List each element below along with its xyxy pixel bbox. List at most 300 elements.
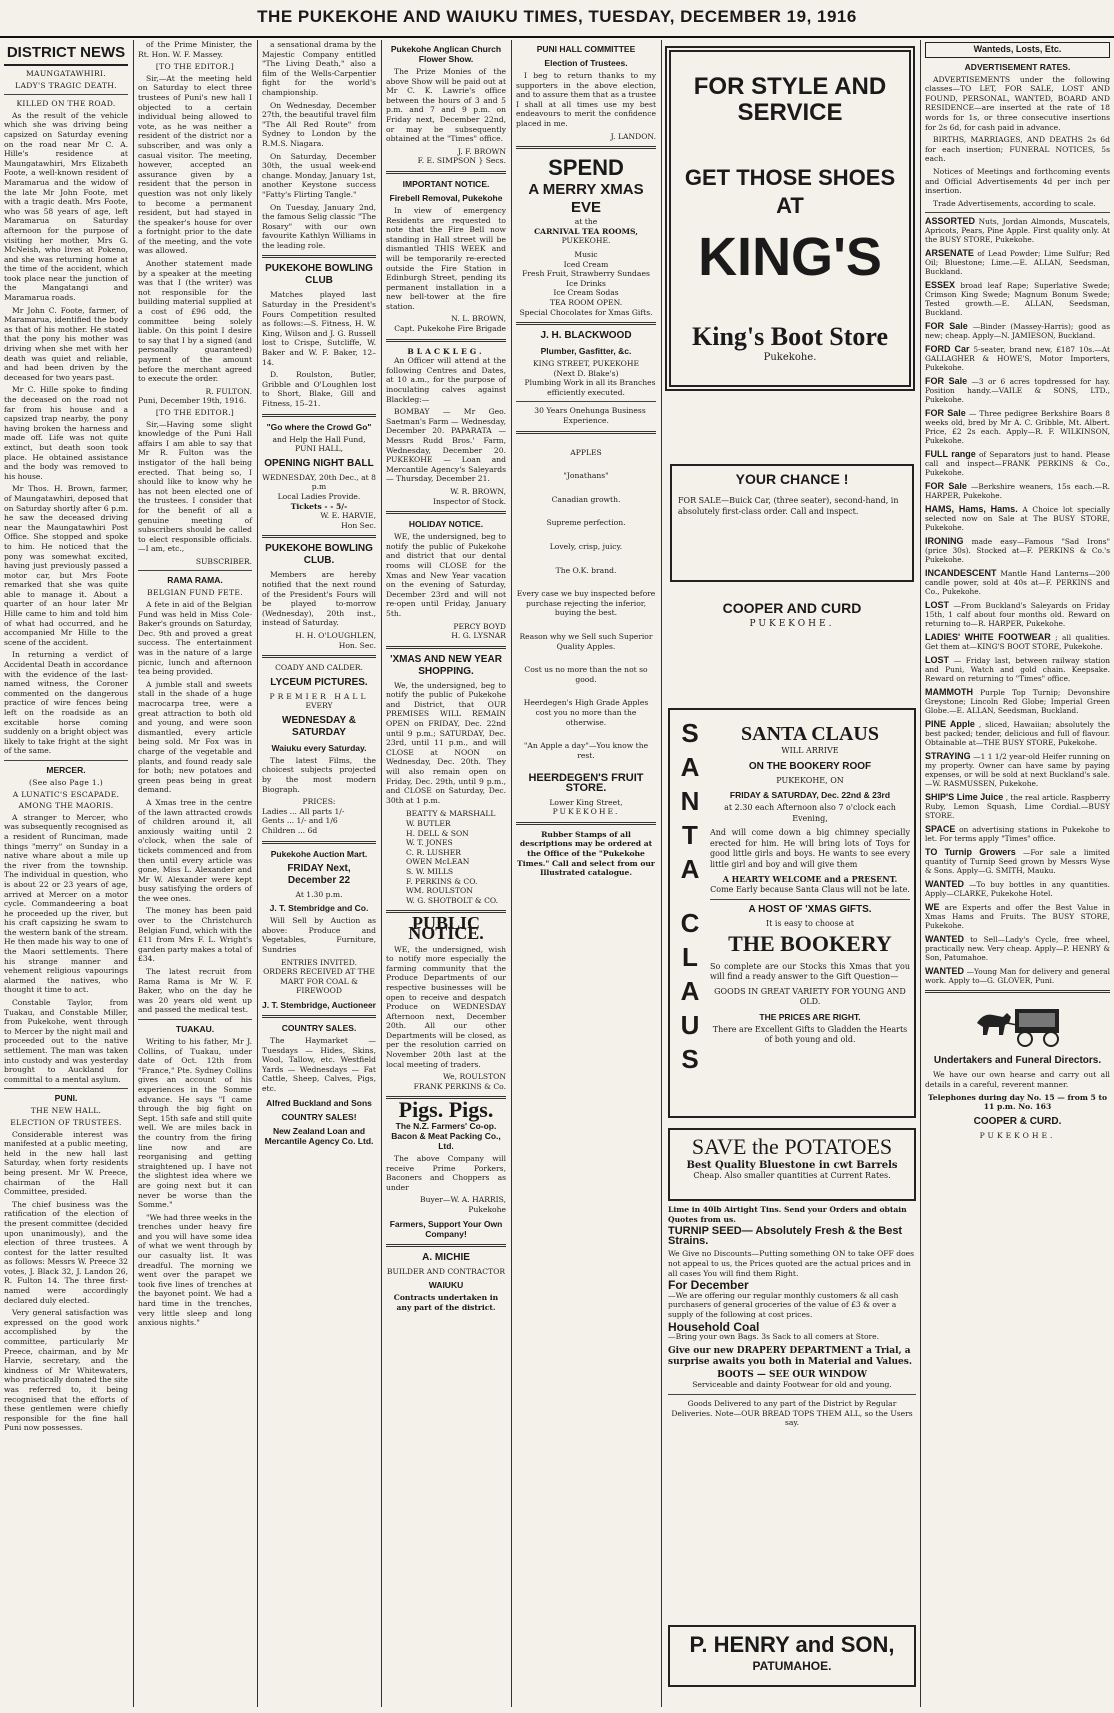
article-paragraph: The chief business was the ratification of the election of the present committee (decided upon unanimously), and the election of three trustees. A contest for the latter resulted as follows: Messrs W. Preece 32 votes, J. Black 32, J. Landon 26, R. Fulton 14. The three first-named were accordingly declared duly elected. <box>4 1199 128 1305</box>
ad-line: and Help the Hall Fund, <box>272 434 366 444</box>
ad-heading: A HOST OF 'XMAS GIFTS. <box>748 904 872 915</box>
price-row: Gents ... 1/- and 1/6 <box>262 816 338 826</box>
ad-heading: Undertakers and Funeral Directors. <box>933 1055 1102 1067</box>
article-paragraph: of the Prime Minister, the Rt. Hon. W. F. Massey. <box>138 40 252 59</box>
menu-item: Ice Cream Sodas <box>553 288 619 298</box>
letter: L <box>682 942 698 972</box>
article-paragraph: Sir,—At the meeting held on Saturday to elect three trustees of Puni's new hall I objected to a certain individual being allowed to vote, as he was neither a resident of the district nor a subscriber, and was only a casual visitor. The meeting, however, accepted an assurance given by a resident that the person in question was not only likely to become a permanent resident, but had stayed in the speaker's house for over a fortnight prior to the date of the meeting, and the vote was allowed. <box>138 73 252 256</box>
ad-line: Best Quality Bluestone in cwt Barrels <box>686 1160 898 1171</box>
ad-heading: 'XMAS AND NEW YEAR SHOPPING. <box>390 653 502 677</box>
ad-line: Tickets - - 5/- <box>290 501 348 511</box>
ad-line: ENTRIES INVITED. <box>280 957 358 967</box>
santa-letters <box>676 716 704 1076</box>
divider <box>138 570 252 571</box>
apples-line: Heerdegen's High Grade Apples cost you no more than the otherwise. <box>523 698 649 727</box>
ad-text: D. Roulston, Butler, Gribble and O'Loughlen lost to Short, Blake, Gill and Fitness, 15–21. <box>262 370 376 408</box>
article-paragraph: On Tuesday, January 2nd, the famous Selig classic "The Rosary" with our own favourite Kathlyn Williams in the leading role. <box>262 202 376 250</box>
column-classifieds <box>921 40 1114 1707</box>
ad-text: Matches played last Saturday in the President's Fours Competition resulted as follows:—S. Fitness, H. W. King, Wilson and J. G. Russell lost to Crispe, Sutcliffe, W. Baker and W. F. Baker, 12–14. <box>262 290 376 367</box>
classified-ad-text: —Binder (Massey-Harris); good as new; cheap. Apply—N. JAMIESON, Buckland. <box>925 322 1110 341</box>
section-heading: TUAKAU. <box>175 1024 215 1034</box>
apples-line: APPLES <box>570 447 602 457</box>
column-notices-b <box>382 40 510 1707</box>
fruit-store-heading: HEERDEGEN'S FRUIT STORE. <box>528 772 644 794</box>
ad-line: at the <box>574 217 598 227</box>
classified-ad-heading: WANTED <box>925 934 964 945</box>
ad-line: PRICES: <box>302 797 336 807</box>
classified-ad-text: A Choice lot specially selected now on Sale at The BUSY STORE, Pukekohe. <box>925 505 1111 533</box>
ad-heading: The N.Z. Farmers' Co-op. Bacon & Meat Packing Co., Ltd. <box>391 1121 501 1152</box>
ad-line: EVERY <box>305 701 333 711</box>
apples-line: Reason why we Sell such Superior Quality Apples. <box>519 632 653 651</box>
divider <box>262 414 376 417</box>
trader-name: OWEN McLEAN <box>406 857 470 867</box>
divider <box>516 322 656 325</box>
section-heading: MERCER. <box>46 764 86 775</box>
classified-ad <box>925 903 1110 930</box>
ad-line: Lower King Street, <box>549 797 623 807</box>
classified-ad-heading: SPACE <box>925 824 956 835</box>
ad-text: Plumbing Work in all its Branches efficiently executed. <box>524 378 656 397</box>
ad-heading: SAVE the POTATOES <box>691 1134 893 1159</box>
apples-line: Canadian growth. <box>551 494 621 504</box>
classified-ad-heading: FOR Sale <box>925 376 968 387</box>
classified-ad-text: —3 or 6 acres topdressed for hay. Position handy.—VAILE & SONS, LTD., Pukekohe. <box>925 377 1110 405</box>
ad-text: I beg to return thanks to my supporters in the above election, and to assure them that as a trustee I shall at all times use my best endeavours to merit the confidence placed in me. <box>516 71 656 128</box>
ad-heading: SANTA CLAUS <box>741 723 879 745</box>
classified-ad <box>925 633 1110 651</box>
ad-text: And will come down a big chimney specially erected for him. He will bring lots of Toys for good little girls and boys. He wants to see every little girl and boy and will give them <box>710 828 910 869</box>
letter: A <box>680 976 700 1006</box>
subhead: KILLED ON THE ROAD. <box>16 99 116 109</box>
cooper-curd-ad <box>670 590 914 690</box>
ad-heading: BLACKLEG. <box>407 346 485 356</box>
article-paragraph: The money has been paid over to the Christchurch Belgian Fund, which with the £11 from Mrs F. L. Wright's garden party makes a total of £34. <box>138 906 252 964</box>
column-rule <box>661 40 662 1707</box>
menu-item: Special Chocolates for Xmas Gifts. <box>519 307 653 317</box>
trader-list <box>406 809 506 905</box>
classified-ad-text: on advertising stations in Pukekohe to let. For terms apply "Times" office. <box>925 825 1110 844</box>
divider <box>668 1394 916 1395</box>
ad-heading: Household Coal <box>668 1319 760 1334</box>
apples-line: Every case we buy inspected before purchase rejecting the inferior, buying the best. <box>516 589 656 618</box>
ad-text: —We are offering our regular monthly customers & all cash purchasers of general groceries of the value of £3 & over a supply of the following at cost prices. <box>668 1290 899 1319</box>
signature: FRANK PERKINS & Co. <box>413 1081 506 1091</box>
ad-line: COADY AND CALDER. <box>275 663 363 673</box>
subhead: LADY'S TRAGIC DEATH. <box>15 80 117 90</box>
divider <box>262 255 376 258</box>
santa-body <box>710 716 910 1046</box>
classifieds-heading: Wanteds, Losts, Etc. <box>925 42 1110 58</box>
article-paragraph: As the result of the vehicle which she was driving being capsized on Saturday evening on the road near Mr C. A. Hille's residence at Maungatawhiri, Mrs Elizabeth Foote, a well-known resident of Maramarua and the widow of the late Mr John Foote, met with a tragic death. Mrs Foote, who was 58 years of age, left Maramarua on Saturday afternoon for the purpose of visiting her mother, Mrs G. McNeish, who lives at Pokeno, and she was returning home at the time of the accident, which took place near the junction of the Mangatangi and Maramarua roads. <box>4 110 128 303</box>
signature: Capt. Pukekohe Fire Brigade <box>394 324 506 334</box>
apples-line: "Jonathans" <box>563 471 609 481</box>
subhead: BELGIAN FUND FETE. <box>147 588 243 598</box>
trader-name: WM. ROULSTON <box>406 886 473 896</box>
ad-text: We, the undersigned, beg to notify the public of Pukekohe and District, that OUR PREMISES WILL REMAIN OPEN on FRIDAY, Dec. 22nd until 9 p.m.; SATURDAY, Dec. 23rd, until 11 p.m., and will CLOSE at NOON on Wednesday, Dec. 20th. They will also remain open on Friday, Dec. 29th, until 9 p.m., and CLOSE on Saturday, Dec. 30th at 1 p.m. <box>386 680 506 805</box>
signature: H. H. O'LOUGHLEN, <box>295 630 376 640</box>
divider <box>386 646 506 649</box>
article-paragraph: Mr Thos. H. Brown, farmer, of Maungatawhiri, deposed that on Saturday shortly after 6 p.m. he saw the deceased driving near the Maungatawhiri Post Office. She stopped and spoke to him. He noticed that the pony was somewhat excited, having just previously passed a motor car, but Mrs Foote remarked that she was quite able to manage it. About a quarter of an hour later Mr Hille came to him and told him of what had occurred, and he accompanied Mr Hille to the scene of the accident. <box>4 484 128 647</box>
ad-line: PUKEKOHE. <box>552 807 620 817</box>
signature: We, ROULSTON <box>442 1072 506 1082</box>
ad-line: WILL ARRIVE <box>781 746 839 755</box>
ad-heading: Firebell Removal, Pukekohe <box>389 192 503 203</box>
classified-ad-heading: LOST <box>925 600 949 611</box>
ad-line: Contracts undertaken in any part of the district. <box>393 1293 499 1312</box>
classified-ad <box>925 880 1110 898</box>
ad-heading: COUNTRY SALES. <box>281 1022 357 1033</box>
classified-ad-text: 5-seater, brand new, £187 10s.—At GALLAGHER & HOWE'S, Motor Importers, Pukekohe. <box>925 345 1110 373</box>
ad-heading: P. HENRY and SON, <box>689 1632 895 1657</box>
subhead: THE NEW HALL. <box>30 1106 102 1116</box>
signature: SUBSCRIBER. <box>195 556 252 566</box>
ad-heading: PUNI HALL COMMITTEE <box>536 44 636 54</box>
ad-heading: COOPER & CURD. <box>973 1115 1062 1127</box>
spend-heading: SPEND <box>548 155 624 181</box>
apples-line: The O.K. brand. <box>555 565 617 575</box>
ad-line: PATUMAHOE. <box>752 1659 832 1673</box>
price-row: Ladies ... All parts 1/- <box>262 806 345 816</box>
ad-text: So complete are our Stocks this Xmas that you will find a ready answer to the Gift Question— <box>710 961 910 981</box>
article-paragraph: On Saturday, December 30th, the usual week-end change. Monday, January 1st, another Keystone success "Fatty's Flirting Tangle." <box>262 151 376 199</box>
ad-heading: Pigs. Pigs. <box>398 1097 494 1123</box>
section-heading: PUNI. <box>54 1093 78 1104</box>
trader-name: W. G. SHOTBOLT & CO. <box>406 895 499 905</box>
article-paragraph: In returning a verdict of Accidental Death in accordance with the evidence of the last-named witness, the Coroner commented on the dangerous practice of wire fences being left on the roadside as an excitable horse coming suddenly on a bright object was likely to take fright at the sight of the same. <box>4 650 128 756</box>
p-henry-son-ad <box>668 1625 916 1687</box>
ad-heading: PUKEKOHE BOWLING CLUB <box>265 263 373 287</box>
classified-ad <box>925 720 1110 747</box>
classified-ad-text: —Young Man for delivery and general work. Apply to—G. GLOVER, Puni. <box>925 967 1110 986</box>
ad-heading: Pukekohe Auction Mart. <box>270 848 368 859</box>
letter: S <box>681 718 699 748</box>
classified-ad <box>925 935 1110 962</box>
divider <box>4 1088 128 1089</box>
classified-ad <box>925 450 1110 477</box>
signature: Buyer—W. A. HARRIS, <box>420 1195 506 1205</box>
article-paragraph: Mr C. Hille spoke to finding the deceased on the road not far from his house and a capsized trap nearby, the pony having broken the harness and made off. Life was not quite extinct, but death soon took place. He obtained assistance and the body was removed to his house. <box>4 385 128 481</box>
ad-text: BIRTHS, MARRIAGES, AND DEATHS 2s 6d for each insertion; FUNERAL NOTICES, 5s each. <box>925 135 1110 164</box>
article-paragraph: The latest recruit from Rama Rama is Mr W. F. Baker, who on the day he was 20 years old went up and passed the medical test. <box>138 967 252 1015</box>
divider <box>262 1015 376 1018</box>
trader-name: S. W. MILLS <box>406 866 454 876</box>
classified-ad-text: Nuts, Jordan Almonds, Muscatels, Apricots, Pears, Pine Apple. First quality only. At the BUSY STORE, Pukekohe. <box>925 217 1110 245</box>
classified-ad-text: — Three pedigree Berkshire Boars 8 weeks old, bred by Mr A. C. Gribble, Mt. Albert. Price, £2 2s each. Apply—R. F. WILKINSON, Pukekohe. <box>925 409 1110 446</box>
divider <box>516 401 656 402</box>
divider <box>516 431 656 434</box>
article-paragraph: A stranger to Mercer, who was subsequently recognised as a resident of Runciman, made things "merry" on Sunday in a native whare about a mile up the river from the township. The individual in question, who is about 22 or 23 years of age, arrived at Mercer on a motor cycle. Commandeering a boat he proceeded up the river, but his craft capsizing he swam to the western bank of the stream. He then made his way to one of the Maori settlements. There his strange manner and vehement religious vapourings alarmed the natives, who thought it time to act. <box>4 812 128 995</box>
divider <box>386 511 506 514</box>
ad-heading: IMPORTANT NOTICE. <box>402 178 490 189</box>
ad-line: PUNI HALL, <box>294 444 344 454</box>
divider <box>4 760 128 761</box>
kings-title: KING'S <box>698 227 882 287</box>
ad-text: We Give no Discounts—Putting something ON to take OFF does not appeal to us, the Prices quoted are the actual prices and in all cases You will find them Right. <box>668 1249 915 1278</box>
article-paragraph: A Xmas tree in the centre of the lawn attracted crowds of children around it, all anxiously waiting until 2 o'clock, when the sale of tickets commenced and from then until every article was gone, Miss L. Alexander and Mr W. Alexander were kept busy satisfying the orders of the wee ones. <box>138 797 252 903</box>
signature: W. R. BROWN, <box>450 486 506 496</box>
ad-heading: FRIDAY & SATURDAY, Dec. 22nd & 23rd <box>729 790 891 800</box>
classified-ad <box>925 409 1110 445</box>
ad-heading: A. MICHIE <box>422 1251 470 1263</box>
trader-name: BEATTY & MARSHALL <box>406 809 496 819</box>
classified-ad-heading: FULL range <box>925 449 976 460</box>
apples-line: Lovely, crisp, juicy. <box>549 542 623 552</box>
letter: N <box>680 786 700 816</box>
apples-line: Supreme perfection. <box>546 518 626 528</box>
ad-heading: Pukekohe Anglican Church Flower Show. <box>390 44 502 64</box>
letter: S <box>681 1044 699 1074</box>
menu-item: TEA ROOM OPEN. <box>549 297 623 307</box>
article-paragraph: A fete in aid of the Belgian Fund was held in Miss Cole-Baker's grounds on Saturday, Dec. 9th and proved a great success. The entertainment was in the nature of a large picnic, lunch and afternoon tea being provided. <box>138 600 252 677</box>
signature: N. L. BROWN, <box>451 314 506 324</box>
ad-text: WE, the undersigned, beg to notify the public of Pukekohe and district that our dental rooms will CLOSE for the Xmas and New Year vacation on the evening of Saturday, December 23rd and will not re-open until Friday, January 5th. <box>386 532 506 618</box>
article-paragraph: Mr John C. Foote, farmer, of Maramarua, identified the body as that of his mother. He stated that the pony his mother was driving when she met with her death was quiet and reliable, and had been driven by the deceased for two years past. <box>4 305 128 382</box>
letter: A <box>680 752 700 782</box>
ad-text: Rubber Stamps of all descriptions may be ordered at the Office of the "Pukekohe Times." Call and select from our Illustrated catalogue. <box>517 829 655 878</box>
classified-ad-text: are Experts and offer the Best Value in Xmas Hams and Fruits. The BUSY STORE, Pukekohe. <box>925 903 1110 931</box>
subhead: AMONG THE MAORIS. <box>18 801 114 811</box>
ad-text: Members are hereby notified that the next round of the President's Fours will be played to-morrow (Wednesday), 20th inst., instead of Saturday. <box>262 570 376 628</box>
trader-name: H. DELL & SON <box>406 828 469 838</box>
ad-text: Give our new DRAPERY DEPARTMENT a Trial, a surprise awaits you both in Material and Values. <box>668 1345 912 1367</box>
classified-ad-text: —1 1 1/2 year-old Heifer running on my property. Owner can have same by paying expenses, or will be sold at next Buckland's sale.—W. RASMUSSEN, Pukekohe. <box>925 752 1110 789</box>
ad-text: —Bring your own Bags. 3s Sack to all comers at Store. <box>668 1332 880 1342</box>
classified-ad <box>925 793 1110 820</box>
signature: J. LANDON. <box>610 131 656 141</box>
signature: Hon Sec. <box>341 520 376 530</box>
subhead: ELECTION OF TRUSTEES. <box>10 1117 122 1127</box>
classified-ad <box>925 752 1110 788</box>
divider <box>262 841 376 844</box>
signature: W. E. HARVIE, <box>320 511 376 521</box>
letter-gap <box>676 886 704 906</box>
ad-heading: Farmers, Support Your Own Company! <box>389 1218 503 1239</box>
subhead: A LUNATIC'S ESCAPADE. <box>12 789 120 799</box>
classified-ad-heading: WANTED <box>925 966 964 977</box>
classified-list <box>925 217 1110 985</box>
divider <box>386 1244 506 1247</box>
ad-line: PUKEKOHE, ON <box>776 775 844 785</box>
save-potatoes-ad <box>668 1128 916 1201</box>
ad-line: PUKEKOHE. <box>749 619 835 629</box>
ad-text: Notices of Meetings and forthcoming events and Official Advertisements 4d per inch per insertion. <box>925 166 1110 196</box>
ad-heading: WAIUKU <box>428 1280 464 1291</box>
price-row: Children ... 6d <box>262 826 318 836</box>
ad-heading: FRIDAY Next, December 22 <box>287 862 351 886</box>
apples-line: Cost us no more than the not so good. <box>524 665 648 684</box>
ad-line: WEDNESDAY, 20th Dec., at 8 p.m <box>262 472 376 492</box>
section-heading: RAMA RAMA. <box>167 575 223 586</box>
ad-heading: J. H. BLACKWOOD <box>540 330 632 342</box>
ad-heading: Waiuku every Saturday. <box>271 742 367 753</box>
classified-ad <box>925 601 1110 628</box>
classified-ad <box>925 967 1110 985</box>
ad-text: FOR SALE—Buick Car, (three seater), second-hand, in absolutely first-class order. Call and inspect. <box>678 496 899 516</box>
classified-ad <box>925 249 1110 276</box>
classified-ad <box>925 322 1110 340</box>
divider <box>4 94 128 95</box>
divider <box>386 171 506 174</box>
ad-line: BOOTS — SEE OUR WINDOW <box>717 1369 867 1380</box>
ad-text: In view of emergency Residents are requested to note that the Fire Bell now standing in Hall street will be dismantled THIS WEEK and will be temporarily re-erected outside the Fire Station in Edinburgh Street, pending its permanent installation in a new bell-tower at the fire station. <box>386 205 506 311</box>
hearse-illustration-icon <box>973 999 1063 1049</box>
classified-ad-text: —To buy bottles in any quantities. Apply—CLARKE, Pukekohe Hotel. <box>925 880 1110 899</box>
classified-ad-heading: SHIP'S Lime Juice <box>925 792 1004 803</box>
ad-line: GOODS IN GREAT VARIETY FOR YOUNG AND OLD. <box>714 986 906 1006</box>
ad-line: KING STREET, PUKEKOHE <box>532 359 640 369</box>
classified-ad-text: — Friday last, between railway station and Puni, Watch and gold chain. Keepsake. Reward on returning to "Times" office. <box>925 656 1110 684</box>
classified-ad-heading: WANTED <box>925 879 964 890</box>
ad-line: At 1.30 p.m. <box>295 889 343 899</box>
classified-ad-heading: ESSEX <box>925 280 956 291</box>
classified-ad <box>925 377 1110 404</box>
ad-text: 30 Years Onehunga Business Experience. <box>534 406 646 426</box>
subhead: [TO THE EDITOR.] <box>155 407 235 417</box>
classified-ad-heading: WE <box>925 902 940 913</box>
santa-claus-ad <box>668 708 916 1118</box>
menu-item: Music <box>574 249 598 259</box>
classified-ad <box>925 537 1110 564</box>
signature: H. G. LYSNAR <box>451 631 506 641</box>
apples-line: "An Apple a day"—You know the rest. <box>523 741 649 760</box>
grocery-ad <box>668 1205 916 1428</box>
ad-heading: PUBLIC NOTICE. <box>408 913 484 943</box>
your-chance-ad <box>670 464 914 582</box>
classified-ad <box>925 482 1110 500</box>
divider <box>516 146 656 149</box>
column-ads-a <box>512 40 660 1707</box>
trader-name: F. PERKINS & CO. <box>406 876 478 886</box>
letter: A <box>680 854 700 884</box>
ad-heading: TURNIP SEED— Absolutely Fresh & the Best Strains. <box>668 1225 903 1247</box>
ad-line: King's Boot Store <box>692 322 888 351</box>
signature: PERCY BOYD <box>453 621 506 631</box>
ad-heading: Alfred Buckland and Sons <box>266 1097 372 1108</box>
trader-name: W. T. JONES <box>406 838 453 848</box>
ad-heading: New Zealand Loan and Mercantile Agency Co. Ltd. <box>264 1125 374 1146</box>
column-district-news <box>0 40 132 1707</box>
classified-ad-heading: INCANDESCENT <box>925 568 997 579</box>
menu-item: Ice Drinks <box>566 278 606 288</box>
trader-name: C. R. LUSHER <box>406 847 462 857</box>
classified-ad-heading: FOR Sale <box>925 321 968 332</box>
classified-ad <box>925 688 1110 715</box>
article-paragraph: Sir,—Having some slight knowledge of the Puni Hall affairs I am able to say that Mr R. Fulton was the instigator of the hall being erected. That being so, I should like to know why he has not been elected one of the trustees. I consider that for the benefit of all a genuine meeting of subscribers should be called to elect responsible officials.—I am, etc., <box>138 419 252 554</box>
ad-heading: J. T. Stembridge, Auctioneer <box>262 999 376 1010</box>
article-paragraph: a sensational drama by the Majestic Company entitled "The Living Death," also a film of the Wells-Carpentier fight for the world's championship. <box>262 40 376 97</box>
ad-text: Will Sell by Auction as above: Produce and Vegetables, Furniture, Sundries <box>262 916 376 954</box>
classified-ad-heading: FOR Sale <box>925 481 967 492</box>
subhead: (See also Page 1.) <box>28 777 104 787</box>
ad-text: Trade Advertisements, according to scale. <box>933 198 1096 208</box>
article-paragraph: On Wednesday, December 27th, the beautiful travel film "The All Red Route" from Sydney to London by the R.M.S. Niagara. <box>262 100 376 148</box>
ad-line: BUILDER AND CONTRACTOR <box>386 1266 506 1276</box>
ad-text: The above Company will receive Prime Porkers, Baconers and Choppers as under <box>386 1154 506 1192</box>
subhead: [TO THE EDITOR.] <box>155 62 235 72</box>
classified-ad <box>925 505 1110 532</box>
classified-ad <box>925 825 1110 843</box>
ad-heading: WEDNESDAY & SATURDAY <box>282 714 356 738</box>
classified-ad <box>925 848 1110 875</box>
ad-line: It is easy to choose at <box>765 919 854 928</box>
ad-heading: OPENING NIGHT BALL <box>264 457 374 469</box>
divider <box>710 899 910 900</box>
ad-heading: J. T. Stembridge and Co. <box>269 903 369 914</box>
menu-item: Iced Cream <box>563 259 609 269</box>
ad-text: The latest Films, the choicest subjects projected by the most modern Biograph. <box>262 755 376 794</box>
column-letters <box>134 40 256 1707</box>
classified-ad <box>925 656 1110 683</box>
classified-ad-text: —From Buckland's Saleyards on Friday 15th, 1 calf about four months old. Reward on returning to—R. HARPER, Pukekohe. <box>925 601 1110 629</box>
ad-line: Pukekohe. <box>763 352 817 363</box>
ad-line: ORDERS RECEIVED AT THE MART FOR COAL & FIREWOOD <box>263 967 375 996</box>
ad-heading: HOLIDAY NOTICE. <box>408 519 484 530</box>
ad-line: Lime in 40lb Airtight Tins. Send your Orders and obtain Quotes from us. <box>668 1205 907 1224</box>
divider <box>925 212 1110 213</box>
classified-ad-text: —For sale a limited quantity of Turnip Seed grown by Messrs Wyse & Sons. Apply—G. SMITH, Mauku. <box>925 848 1110 876</box>
classified-ad-heading: IRONING <box>925 536 964 547</box>
article-paragraph: "We had three weeks in the trenches under heavy fire and you will have some idea of what we went through by our casualty list. It was dreadful. The morning we went over the parapet we took five lines of trenches at the bayonet point. We had a hard time in the trenches, very little sleep and long anxious nights." <box>138 1212 252 1328</box>
ad-line: A HEARTY WELCOME and a PRESENT. <box>722 874 898 884</box>
ad-line: CARNIVAL TEA ROOMS, <box>534 226 638 236</box>
classified-ad-text: , the real article. Raspberry Ruby, Lemon Squash, Lime Cordial.—BUSY STORE. <box>925 793 1110 821</box>
ad-line: Come Early because Santa Claus will not be late. <box>710 884 910 894</box>
divider <box>386 339 506 342</box>
article-paragraph: Writing to his father, Mr J. Collins, of Tuakau, under date of Oct. 12th from "France," Pte. Sydney Collins gives an account of his experiences in the Somme advance. He says "I came through the big fight on Sept. 15th safe and still quite well. We are miles back in the country from the firing line now and are reorganising and getting straightened up. I have not the slightest idea where we are going next but it can never be worse than the Somme." <box>138 1037 252 1210</box>
classified-ad <box>925 345 1110 372</box>
classified-ad-text: ; all qualities. Get them at—KING'S BOOT STORE, Pukekohe. <box>925 633 1110 652</box>
article-paragraph: Considerable interest was manifested at a public meeting, held in the new hall last Saturday, when forty residents being present. Mr W. Preece, chairman of the Hall Committee, presided. <box>4 1129 128 1197</box>
classified-ad-text: of Lead Powder; Lime Sulfur; Red Oil; Bluestone; Lime.—E. ALLAN, Seedsman, Buckland. <box>925 249 1110 277</box>
classified-ad-text: broad leaf Rape; Superlative Swede; Crimson King Swede; Magnum Bonum Swede; Tested growth.—E. ALLAN, Seedsman, Buckland. <box>925 281 1110 318</box>
ad-line: There are Excellent Gifts to Gladden the Hearts of both young and old. <box>712 1024 908 1044</box>
classified-ad <box>925 569 1110 596</box>
classified-ad-heading: LOST <box>925 655 949 666</box>
ad-text: The Haymarket — Tuesdays — Hides, Skins, Wool, Tallow, etc. Westfield Yards — Wednesdays — Fat Cattle, Sheep, Calves, Pigs, etc. <box>262 1035 376 1093</box>
letter: U <box>680 1010 700 1040</box>
trader-name: W. BUTLER <box>406 819 451 828</box>
classified-ad-text: , sliced, Hawaiian; absolutely the best packed; tender, delicious and full of flavour. Obtainable at—THE BUSY STORE, Pukekohe. <box>925 720 1110 748</box>
classified-ad-heading: STRAYING <box>925 751 971 762</box>
signature: Inspector of Stock. <box>433 496 506 506</box>
menu-item: Fresh Fruit, Strawberry Sundaes <box>522 269 650 279</box>
ad-line: GET THOSE SHOES AT <box>684 165 896 218</box>
apples-ad <box>516 448 656 761</box>
district-news-title: DISTRICT NEWS <box>4 44 128 66</box>
divider <box>262 535 376 538</box>
ad-line: Serviceable and dainty Footwear for old and young. <box>692 1380 892 1390</box>
classified-ad-text: to Sell—Lady's Cycle, free wheel, practically new. Very cheap. Apply—P. HENRY & Son, Patumahoe. <box>925 935 1110 963</box>
ad-heading: ADVERTISEMENT RATES. <box>964 61 1071 72</box>
classified-ad-text: of Separators just to hand. Please call and inspect—FRANK PERKINS & Co., Pukekohe. <box>925 450 1110 478</box>
signature: F. E. SIMPSON } Secs. <box>417 156 506 166</box>
signature: R. FULTON. <box>205 386 252 396</box>
letter: T <box>682 820 698 850</box>
ad-line: PREMIER HALL <box>269 691 369 701</box>
ad-heading: ON THE BOOKERY ROOF <box>748 760 872 772</box>
ad-text: The Prize Monies of the above Show will be paid out at Mr C. K. Lawrie's office between the hours of 3 and 5 p.m. and 7 and 9 p.m. on Friday next, December 22nd, or may be subsequently obtained at the "Times" office. <box>386 67 506 144</box>
classified-ad-heading: TO Turnip Growers <box>925 847 1016 858</box>
kings-boot-store-ad <box>665 46 915 391</box>
ad-heading: For December <box>668 1278 749 1293</box>
ad-heading: THE BOOKERY <box>728 930 892 956</box>
article-paragraph: Constable Taylor, from Tuakau, and Constable Miller, from Pukekohe, went through to Mercer by the night mail and proceeded out to the native settlement. The man was taken into custody and was yesterday brought to Auckland for committal to a mental asylum. <box>4 998 128 1084</box>
ad-line: (Next D. Blake's) <box>553 368 619 378</box>
article-paragraph: A jumble stall and sweets stall in the shade of a huge macrocarpa tree, were a great attraction to both old and young, and were soon dismantled, every article being sold. Mr Fox was in charge of the vegetable and plants, and found ready sale for both; new potatoes and green peas being in great demand. <box>138 679 252 795</box>
divider <box>925 990 1110 993</box>
signature: Pukekohe <box>468 1205 506 1214</box>
